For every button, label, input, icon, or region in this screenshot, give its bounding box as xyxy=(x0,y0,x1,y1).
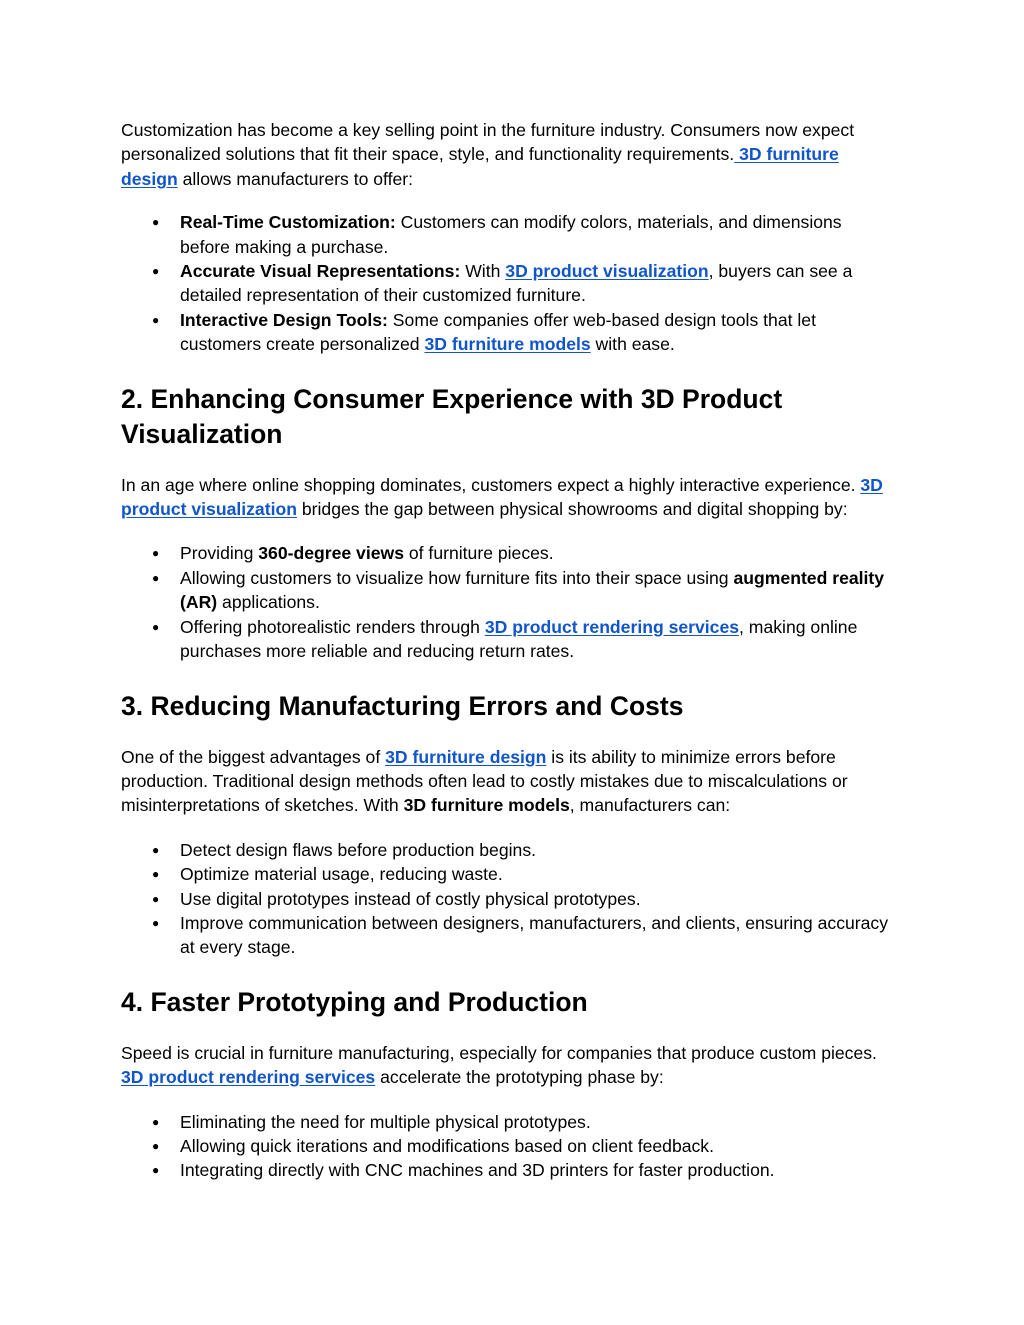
list-item xyxy=(121,566,896,615)
intro-text: Customization has become a key selling point in the furniture industry. Consumers now expect personalized solutions that fit their space, style, and functionality requirements. xyxy=(121,120,855,165)
section-2-paragraph xyxy=(121,473,896,522)
item-bold-text: 360-degree views xyxy=(258,543,404,564)
list-item xyxy=(121,1110,896,1134)
prototyping-list xyxy=(121,1110,896,1183)
list-item xyxy=(121,259,896,308)
section-2-heading: 2. Enhancing Consumer Experience with 3D Product Visualization xyxy=(121,383,783,449)
section-3-bold-text: 3D furniture models xyxy=(403,795,570,816)
item-text: With xyxy=(460,261,506,282)
bullet-icon: ● xyxy=(152,546,160,561)
bullet-icon: ● xyxy=(152,915,160,930)
list-item xyxy=(121,887,896,911)
item-text: applications. xyxy=(217,592,320,613)
section-3-paragraph xyxy=(121,745,896,818)
bullet-icon: ● xyxy=(152,1138,160,1153)
item-text: Improve communication between designers, manufacturers, and clients, ensuring accuracy at every stage. xyxy=(180,912,889,958)
item-text: Some companies offer web-based design tools that let customers create personalized xyxy=(180,309,816,355)
list-item xyxy=(121,862,896,886)
item-text: Allowing customers to visualize how furniture fits into their space using xyxy=(180,567,734,588)
section-2-text-end: bridges the gap between physical showrooms and digital shopping by: xyxy=(296,499,848,520)
errors-list xyxy=(121,838,896,960)
link-3d-product-rendering-services[interactable]: 3D product rendering services xyxy=(484,616,740,637)
item-text: of furniture pieces. xyxy=(403,543,554,564)
list-item xyxy=(121,308,896,357)
list-item xyxy=(121,1134,896,1158)
section-3-text: is its ability to minimize errors before production. Traditional design methods often lead to costly mistakes due to miscalculations or misinterpretations of sketches. With xyxy=(121,746,848,816)
item-text: Eliminating the need for multiple physical prototypes. xyxy=(180,1111,591,1132)
item-bold-text: augmented reality (AR) xyxy=(180,567,885,613)
link-3d-product-rendering-services[interactable]: 3D product rendering services xyxy=(121,1067,376,1088)
bullet-icon: ● xyxy=(152,264,160,279)
item-text: Offering photorealistic renders through xyxy=(180,616,485,637)
item-bold-label: Real-Time Customization: xyxy=(180,212,396,233)
intro-text-end: allows manufacturers to offer: xyxy=(177,168,414,189)
item-text: Providing xyxy=(180,543,259,564)
intro-paragraph xyxy=(121,118,896,191)
section-4-heading: 4. Faster Prototyping and Production xyxy=(121,986,588,1017)
visualization-list xyxy=(121,541,896,663)
item-text: , buyers can see a detailed representation of their customized furniture. xyxy=(180,261,853,306)
link-3d-furniture-design[interactable]: 3D furniture design xyxy=(385,746,547,767)
list-item xyxy=(121,911,896,960)
list-item xyxy=(121,541,896,565)
item-text: Allowing quick iterations and modifications based on client feedback. xyxy=(180,1135,714,1156)
bullet-icon: ● xyxy=(152,619,160,634)
bullet-icon: ● xyxy=(152,312,160,327)
customization-list xyxy=(121,210,896,356)
list-item xyxy=(121,615,896,664)
bullet-icon: ● xyxy=(152,570,160,585)
link-3d-product-visualization[interactable]: 3D product visualization xyxy=(121,474,883,520)
bullet-icon: ● xyxy=(152,867,160,882)
list-item xyxy=(121,838,896,862)
item-bold-label: Interactive Design Tools: xyxy=(180,309,388,330)
section-3-text-end: , manufacturers can: xyxy=(569,795,731,816)
item-text: Optimize material usage, reducing waste. xyxy=(180,864,503,885)
document-page xyxy=(121,118,896,1183)
section-4-text-end: accelerate the prototyping phase by: xyxy=(375,1067,664,1088)
section-3-heading: 3. Reducing Manufacturing Errors and Costs xyxy=(121,690,684,721)
section-2-text: In an age where online shopping dominates, customers expect a highly interactive experience. xyxy=(121,474,861,495)
item-text: Customers can modify colors, materials, and dimensions before making a purchase. xyxy=(180,212,842,257)
item-bold-label: Accurate Visual Representations: xyxy=(180,261,461,282)
section-3-text: One of the biggest advantages of xyxy=(121,746,386,767)
bullet-icon: ● xyxy=(152,842,160,857)
bullet-icon: ● xyxy=(152,215,160,230)
bullet-icon: ● xyxy=(152,891,160,906)
item-text: , making online purchases more reliable and reducing return rates. xyxy=(180,616,858,662)
item-text: Use digital prototypes instead of costly physical prototypes. xyxy=(180,888,641,909)
link-3d-furniture-design[interactable]: 3D furniture design xyxy=(121,144,839,189)
list-item xyxy=(121,210,896,259)
bullet-icon: ● xyxy=(152,1163,160,1178)
bullet-icon: ● xyxy=(152,1114,160,1129)
item-text: Integrating directly with CNC machines and 3D printers for faster production. xyxy=(180,1160,775,1181)
section-4-text: Speed is crucial in furniture manufacturing, especially for companies that produce custom pieces. xyxy=(121,1042,877,1063)
item-text: with ease. xyxy=(590,334,675,355)
link-3d-furniture-models[interactable]: 3D furniture models xyxy=(424,334,591,355)
list-item xyxy=(121,1158,896,1182)
section-4-paragraph xyxy=(121,1041,896,1090)
link-3d-product-visualization[interactable]: 3D product visualization xyxy=(505,261,709,282)
item-text: Detect design flaws before production begins. xyxy=(180,839,536,860)
